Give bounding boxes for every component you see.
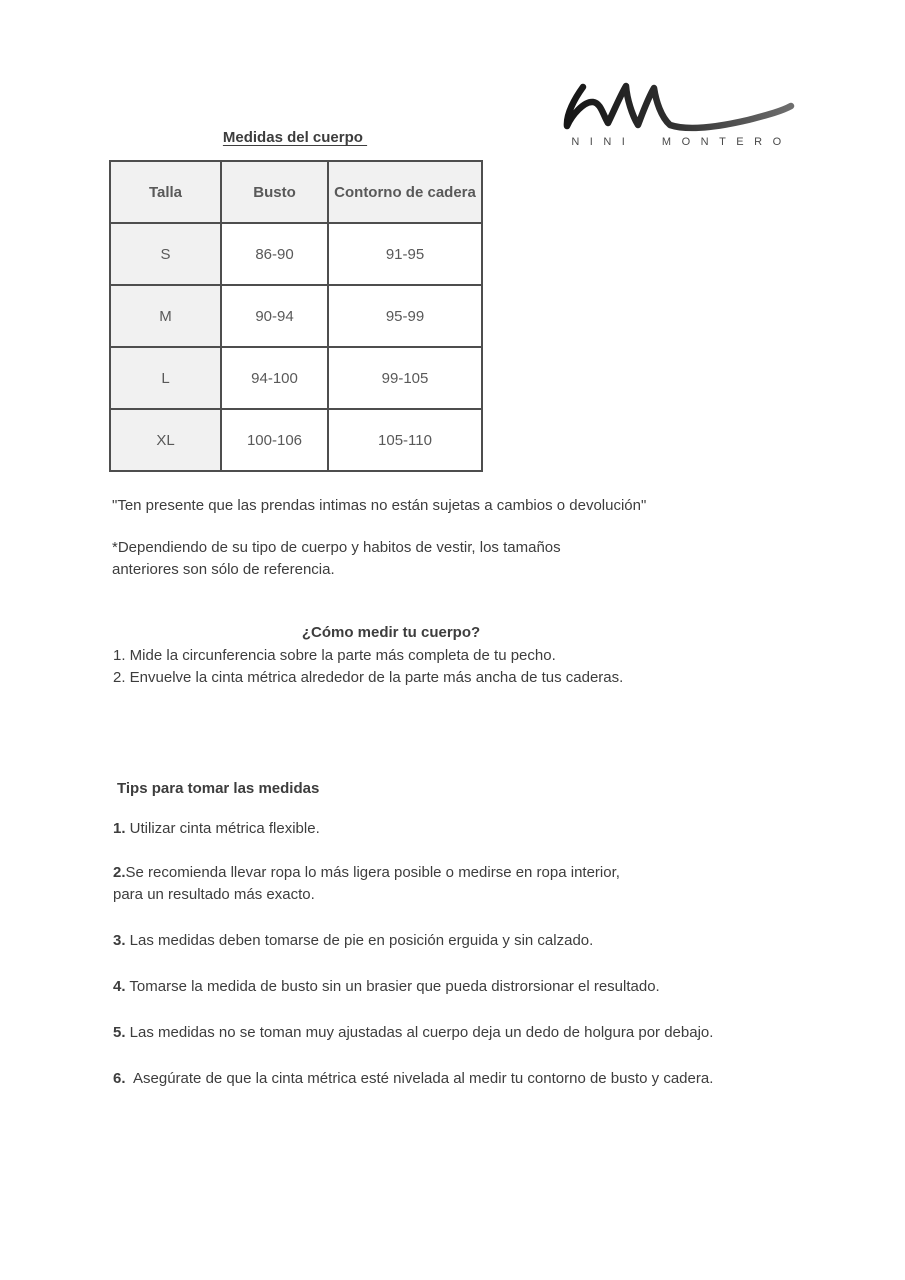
col-header-talla: Talla [110,161,221,223]
nm-script-icon [557,82,802,134]
size-cell-busto: 94-100 [221,347,328,409]
col-header-cadera: Contorno de cadera [328,161,482,223]
size-cell-cadera: 91-95 [328,223,482,285]
tip-text-line2: para un resultado más exacto. [113,886,315,903]
size-cell-talla: M [110,285,221,347]
table-row [110,223,482,285]
tip-text: Las medidas no se toman muy ajustadas al cuerpo deja un dedo de holgura por debajo. [125,1024,714,1041]
tip-number: 3. [113,932,126,949]
size-cell-talla: XL [110,409,221,471]
size-cell-busto: 86-90 [221,223,328,285]
returns-quote: "Ten presente que las prendas intimas no están sujetas a cambios o devolución" [112,497,647,514]
size-disclaimer [112,537,561,581]
tip-text: Asegúrate de que la cinta métrica esté nivelada al medir tu contorno de busto y cadera. [125,1070,714,1087]
col-header-busto: Busto [221,161,328,223]
tip-number: 6. [113,1070,126,1087]
tip-text: Las medidas deben tomarse de pie en posición erguida y sin calzado. [125,932,594,949]
size-table-header-row [110,161,482,223]
tip-number: 4. [113,978,126,995]
brand-name: NINI MONTERO [571,136,792,148]
size-disclaimer-line2: anteriores son sólo de referencia. [112,561,335,578]
size-cell-cadera: 105-110 [328,409,482,471]
how-to-measure-heading: ¿Cómo medir tu cuerpo? [301,624,481,641]
measure-step-1: 1. Mide la circunferencia sobre la parte más completa de tu pecho. [113,647,556,664]
measure-step-2: 2. Envuelve la cinta métrica alrededor de la parte más ancha de tus caderas. [113,669,624,686]
size-cell-talla: S [110,223,221,285]
size-cell-busto: 100-106 [221,409,328,471]
tip-item-5 [113,1022,713,1044]
tip-number: 5. [113,1024,126,1041]
page-title-text: Medidas del cuerpo [222,129,368,146]
size-cell-cadera: 99-105 [328,347,482,409]
table-row [110,285,482,347]
page-title [109,129,481,146]
size-cell-cadera: 95-99 [328,285,482,347]
size-cell-busto: 90-94 [221,285,328,347]
size-table [109,160,483,472]
tip-item-2 [113,862,620,906]
tip-text: Tomarse la medida de busto sin un brasier que pueda distrorsionar el resultado. [125,978,660,995]
tip-item-6 [113,1068,713,1090]
size-cell-talla: L [110,347,221,409]
tip-number: 2. [113,864,126,881]
tip-text: Se recomienda llevar ropa lo más ligera posible o medirse en ropa interior, [125,864,620,881]
tip-item-3 [113,930,593,952]
size-disclaimer-line1: *Dependiendo de su tipo de cuerpo y habitos de vestir, los tamaños [112,539,561,556]
tip-item-1 [113,818,320,840]
table-row [110,347,482,409]
tip-text: Utilizar cinta métrica flexible. [125,820,320,837]
tip-item-4 [113,976,660,998]
table-row [110,409,482,471]
tips-heading: Tips para tomar las medidas [117,780,320,797]
brand-logo [557,82,802,148]
tip-number: 1. [113,820,126,837]
